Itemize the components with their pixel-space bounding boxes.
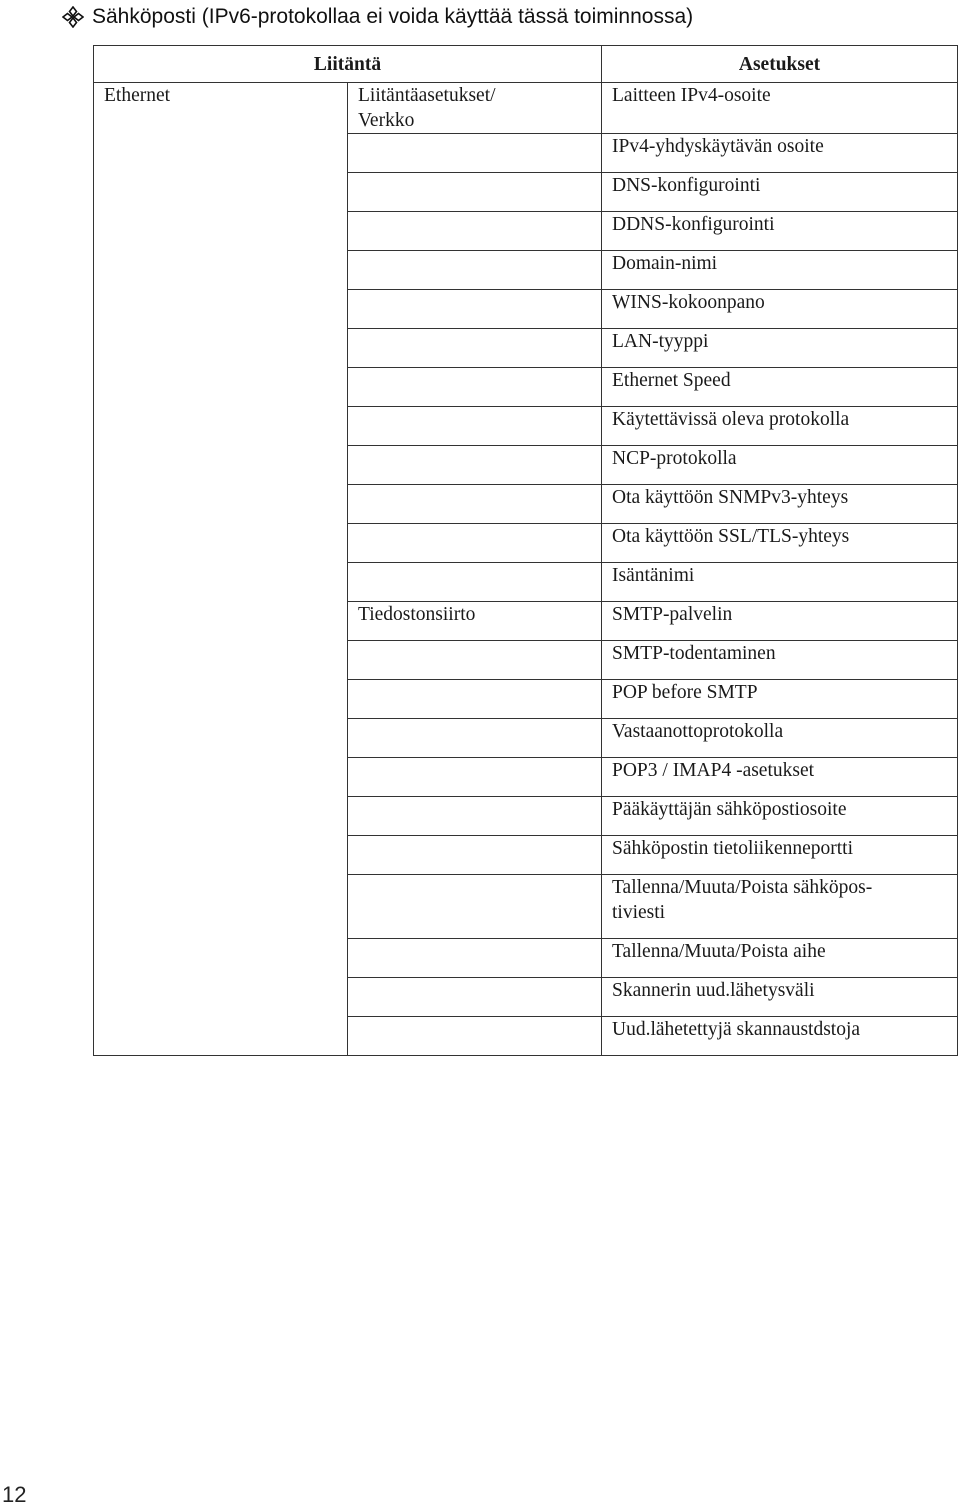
group-label: Liitäntäasetukset/ Verkko bbox=[358, 85, 496, 131]
group-label-cell-empty bbox=[348, 212, 602, 251]
section-heading bbox=[62, 2, 693, 32]
group-label-cell-empty bbox=[348, 719, 602, 758]
setting-cell: Pääkäyttäjän sähköpostiosoite bbox=[602, 797, 958, 836]
header-interface: Liitäntä bbox=[94, 46, 602, 83]
setting-cell: Tallenna/Muuta/Poista aihe bbox=[602, 939, 958, 978]
setting-cell: POP3 / IMAP4 -asetukset bbox=[602, 758, 958, 797]
group-label-cell-empty bbox=[348, 680, 602, 719]
group-label-cell-empty bbox=[348, 524, 602, 563]
setting-cell: Sähköpostin tietoliikenneportti bbox=[602, 836, 958, 875]
group-label-cell-empty bbox=[348, 758, 602, 797]
setting-cell: LAN-tyyppi bbox=[602, 329, 958, 368]
group-label-cell-empty bbox=[348, 173, 602, 212]
four-diamond-bullet-icon bbox=[62, 6, 84, 28]
group-label-cell-empty bbox=[348, 134, 602, 173]
group-label-cell-empty bbox=[348, 290, 602, 329]
setting-cell: Domain-nimi bbox=[602, 251, 958, 290]
group-label-cell-empty bbox=[348, 563, 602, 602]
setting-cell: POP before SMTP bbox=[602, 680, 958, 719]
group-label-cell-empty bbox=[348, 797, 602, 836]
table-header-row bbox=[94, 46, 958, 83]
setting-cell: Skannerin uud.lähetysväli bbox=[602, 978, 958, 1017]
header-settings: Asetukset bbox=[602, 46, 958, 83]
group-label: Tiedostonsiirto bbox=[358, 604, 476, 625]
setting-cell: Laitteen IPv4-osoite bbox=[602, 83, 958, 134]
setting-cell: Käytettävissä oleva protokolla bbox=[602, 407, 958, 446]
setting-cell: SMTP-palvelin bbox=[602, 602, 958, 641]
setting-cell: IPv4-yhdyskäytävän osoite bbox=[602, 134, 958, 173]
setting-cell: DDNS-konfigurointi bbox=[602, 212, 958, 251]
group-label-cell-empty bbox=[348, 978, 602, 1017]
setting-cell: Ethernet Speed bbox=[602, 368, 958, 407]
group-label-cell bbox=[348, 83, 602, 134]
group-label-cell-empty bbox=[348, 251, 602, 290]
settings-table bbox=[93, 45, 958, 1056]
group-label-cell-empty bbox=[348, 368, 602, 407]
section-title: Sähköposti (IPv6-protokollaa ei voida käyttää tässä toiminnossa) bbox=[92, 5, 694, 28]
group-label-cell-empty bbox=[348, 407, 602, 446]
setting-cell: Ota käyttöön SSL/TLS-yhteys bbox=[602, 524, 958, 563]
interface-type-cell: Ethernet bbox=[94, 83, 348, 1056]
group-label-cell-empty bbox=[348, 836, 602, 875]
group-label-cell-empty bbox=[348, 329, 602, 368]
setting-cell: Vastaanottoprotokolla bbox=[602, 719, 958, 758]
group-label-cell-empty bbox=[348, 875, 602, 939]
table-row bbox=[94, 83, 958, 134]
group-label-cell-empty bbox=[348, 485, 602, 524]
setting-cell: DNS-konfigurointi bbox=[602, 173, 958, 212]
group-label-cell-empty bbox=[348, 641, 602, 680]
table-body bbox=[94, 83, 958, 1056]
setting-cell: Tallenna/Muuta/Poista sähköpos- tiviesti bbox=[602, 875, 958, 939]
setting-cell: Uud.lähetettyjä skannaustdstoja bbox=[602, 1017, 958, 1056]
setting-cell: NCP-protokolla bbox=[602, 446, 958, 485]
setting-cell: WINS-kokoonpano bbox=[602, 290, 958, 329]
group-label-cell-empty bbox=[348, 446, 602, 485]
group-label-cell-empty bbox=[348, 1017, 602, 1056]
group-label-cell bbox=[348, 602, 602, 641]
setting-cell: Ota käyttöön SNMPv3-yhteys bbox=[602, 485, 958, 524]
page-number: 12 bbox=[2, 1482, 27, 1507]
group-label-cell-empty bbox=[348, 939, 602, 978]
setting-cell: SMTP-todentaminen bbox=[602, 641, 958, 680]
setting-cell: Isäntänimi bbox=[602, 563, 958, 602]
